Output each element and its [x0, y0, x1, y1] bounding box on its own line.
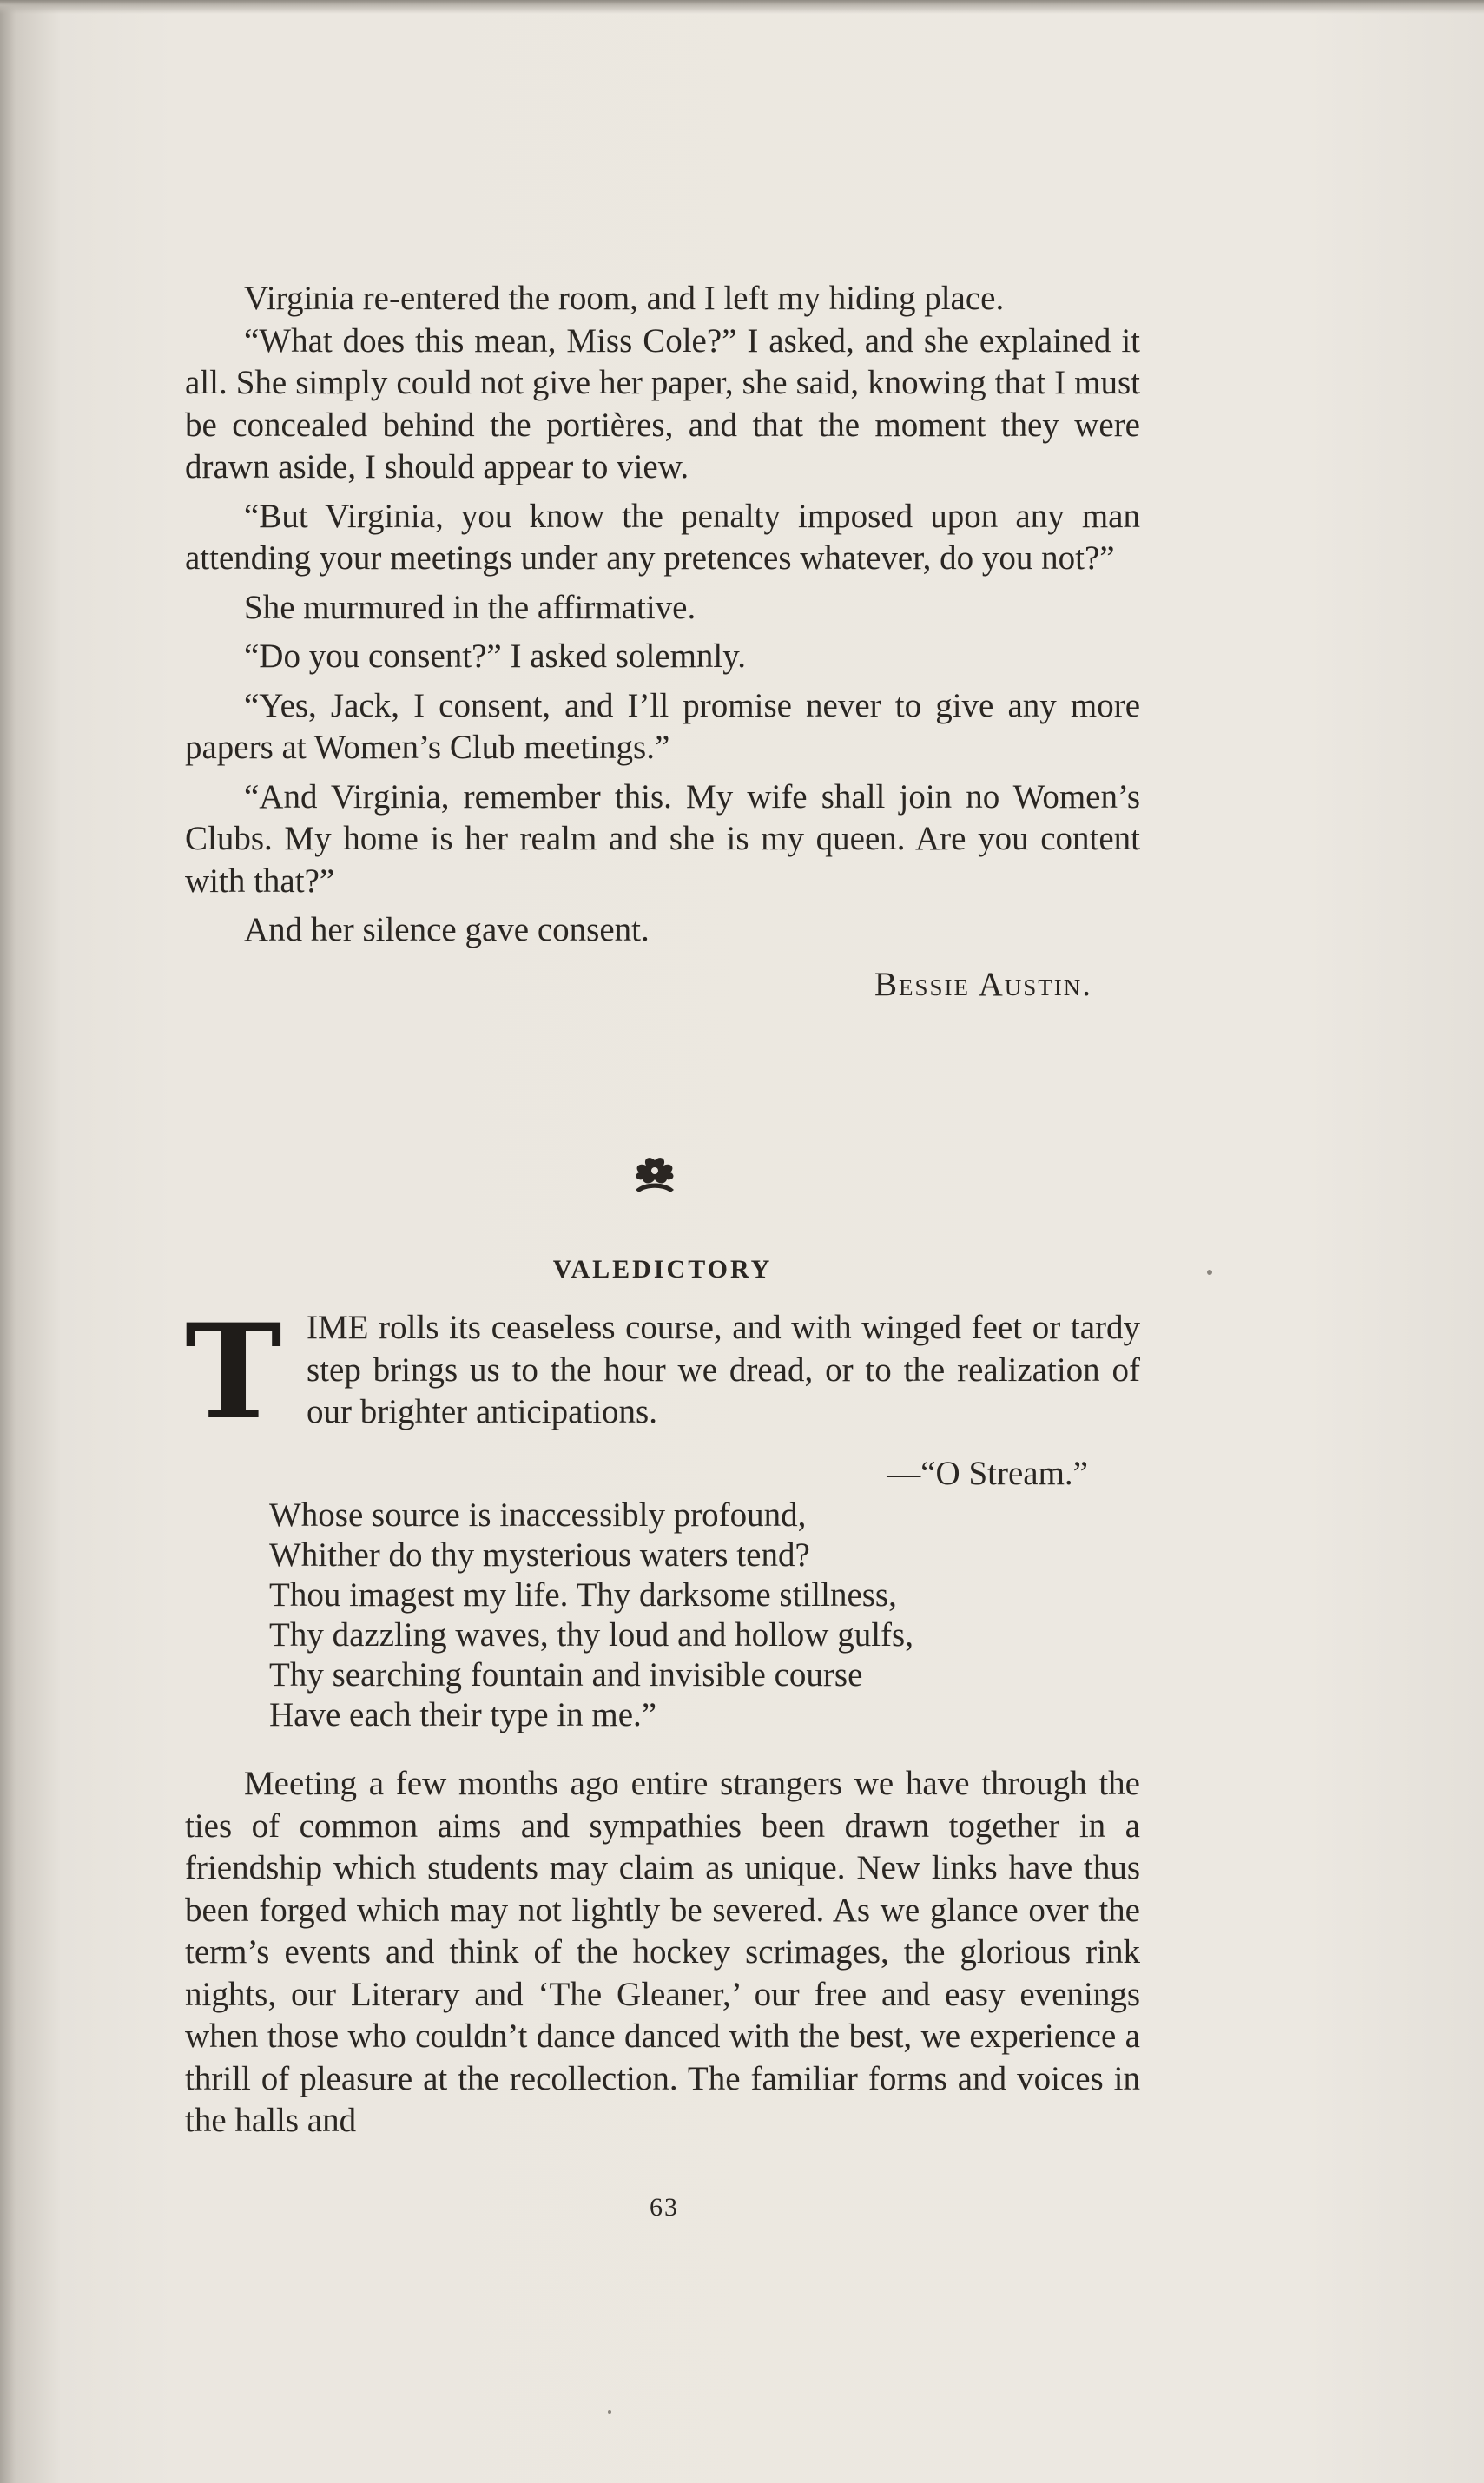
valedictory-body: [185, 1763, 1140, 2143]
poem-line: Have each their type in me.”: [269, 1696, 657, 1733]
story-ending: [185, 278, 1140, 1006]
story-paragraph: “But Virginia, you know the penalty imposed upon any man attending your meetings under any pretences whatever, do you not?”: [185, 497, 1140, 577]
poem-quote: [269, 1496, 1138, 1735]
author-signature: Bessie Austin.: [874, 965, 1092, 1003]
story-paragraph: Virginia re-entered the room, and I left my hiding place.: [244, 280, 1005, 317]
poem-line: Whither do thy mysterious waters tend?: [269, 1536, 810, 1574]
story-paragraph: “And Virginia, remember this. My wife shall join no Women’s Clubs. My home is her realm and she is my queen. Are you content with that?”: [185, 777, 1140, 900]
poem-line: Thy dazzling waves, thy loud and hollow gulfs,: [269, 1616, 913, 1654]
valedictory-opening: [185, 1296, 1140, 1449]
story-paragraph: “Yes, Jack, I consent, and I’ll promise never to give any more papers at Women’s Club meetings.”: [185, 686, 1140, 766]
story-paragraph: She murmured in the affirmative.: [244, 588, 696, 626]
poem-line: Thy searching fountain and invisible course: [269, 1656, 863, 1694]
story-paragraph: And her silence gave consent.: [244, 911, 650, 948]
quote-source: —“O Stream.”: [887, 1455, 1088, 1492]
poem-line: Thou imagest my life. Thy darksome stillness,: [269, 1576, 897, 1614]
opening-text: IME rolls its ceaseless course, and with winged feet or tardy step brings us to the hour we dread, or to the realization of our brighter anticipations.: [307, 1309, 1140, 1430]
poem-line: Whose source is inaccessibly profound,: [269, 1496, 807, 1534]
paper-speck: [608, 2410, 611, 2414]
section-heading: VALEDICTORY: [552, 1255, 773, 1284]
floral-ornament-icon: [630, 1155, 679, 1195]
body-paragraph: Meeting a few months ago entire strangers we have through the ties of common aims and sympathies been drawn together in a friendship which students may claim as unique. New links have thus been forged which may not lightly be severed. As we glance over the term’s events and think of the hockey scrimages, the glorious rink nights, our Literary and ‘The Gleaner,’ our free and easy evenings when those who couldn’t dance danced with the best, we experience a thrill of pleasure at the recollection. The familiar forms and voices in the halls and: [185, 1765, 1140, 2139]
story-paragraph: “Do you consent?” I asked solemnly.: [244, 637, 746, 675]
page-top-edge: [0, 0, 1484, 14]
paper-speck: [1207, 1270, 1212, 1275]
story-paragraph: “What does this mean, Miss Cole?” I asked, and she explained it all. She simply could not give her paper, she said, knowing that I must be concealed behind the portières, and that the moment they were drawn aside, I should appear to view.: [185, 321, 1140, 485]
page-number: 63: [650, 2193, 679, 2222]
drop-cap: T: [185, 1296, 282, 1449]
